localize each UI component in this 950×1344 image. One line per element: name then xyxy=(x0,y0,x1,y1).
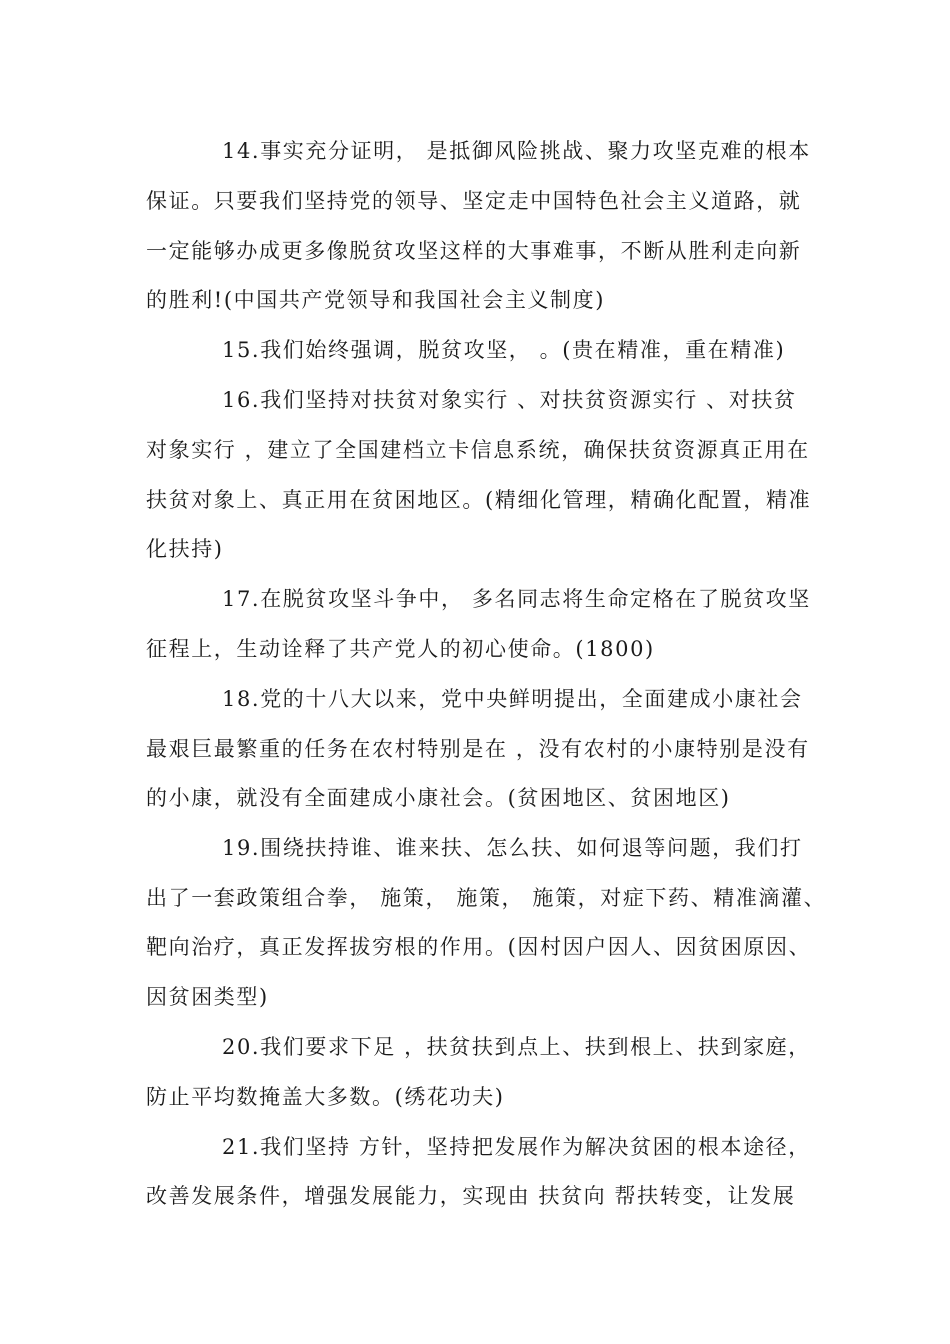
text-line: 防止平均数掩盖大多数。(绣花功夫) xyxy=(146,1085,505,1109)
text-line: 征程上，生动诠释了共产党人的初心使命。(1800) xyxy=(146,637,655,661)
text-line: 19.围绕扶持谁、谁来扶、怎么扶、如何退等问题，我们打 xyxy=(222,836,803,860)
text-line: 保证。只要我们坚持党的领导、坚定走中国特色社会主义道路，就 xyxy=(146,189,802,213)
text-line: 扶贫对象上、真正用在贫困地区。(精细化管理，精确化配置，精准 xyxy=(146,488,812,512)
text-line: 17.在脱贫攻坚斗争中， 多名同志将生命定格在了脱贫攻坚 xyxy=(222,587,811,611)
text-line: 化扶持) xyxy=(146,537,224,561)
text-line: 改善发展条件，增强发展能力，实现由 扶贫向 帮扶转变，让发展 xyxy=(146,1184,796,1208)
text-line: 最艰巨最繁重的任务在农村特别是在 ，没有农村的小康特别是没有 xyxy=(146,737,810,761)
text-line: 的小康，就没有全面建成小康社会。(贫困地区、贫困地区) xyxy=(146,786,731,810)
text-line: 因贫困类型) xyxy=(146,985,269,1009)
text-line: 对象实行 ，建立了全国建档立卡信息系统，确保扶贫资源真正用在 xyxy=(146,438,810,462)
text-line: 21.我们坚持 方针，坚持把发展作为解决贫困的根本途径， xyxy=(222,1135,811,1159)
text-line: 18.党的十八大以来，党中央鲜明提出，全面建成小康社会 xyxy=(222,687,803,711)
text-line: 15.我们始终强调，脱贫攻坚， 。(贵在精准，重在精准) xyxy=(222,338,786,362)
text-line: 16.我们坚持对扶贫对象实行 、对扶贫资源实行 、对扶贫 xyxy=(222,388,797,412)
text-line: 20.我们要求下足 ，扶贫扶到点上、扶到根上、扶到家庭， xyxy=(222,1035,811,1059)
text-line: 一定能够办成更多像脱贫攻坚这样的大事难事，不断从胜利走向新 xyxy=(146,239,802,263)
text-line: 的胜利!(中国共产党领导和我国社会主义制度) xyxy=(146,288,606,312)
text-line: 14.事实充分证明， 是抵御风险挑战、聚力攻坚克难的根本 xyxy=(222,139,811,163)
text-line: 出了一套政策组合拳， 施策， 施策， 施策，对症下药、精准滴灌、 xyxy=(146,886,827,910)
text-line: 靶向治疗，真正发挥拔穷根的作用。(因村因户因人、因贫困原因、 xyxy=(146,935,812,959)
